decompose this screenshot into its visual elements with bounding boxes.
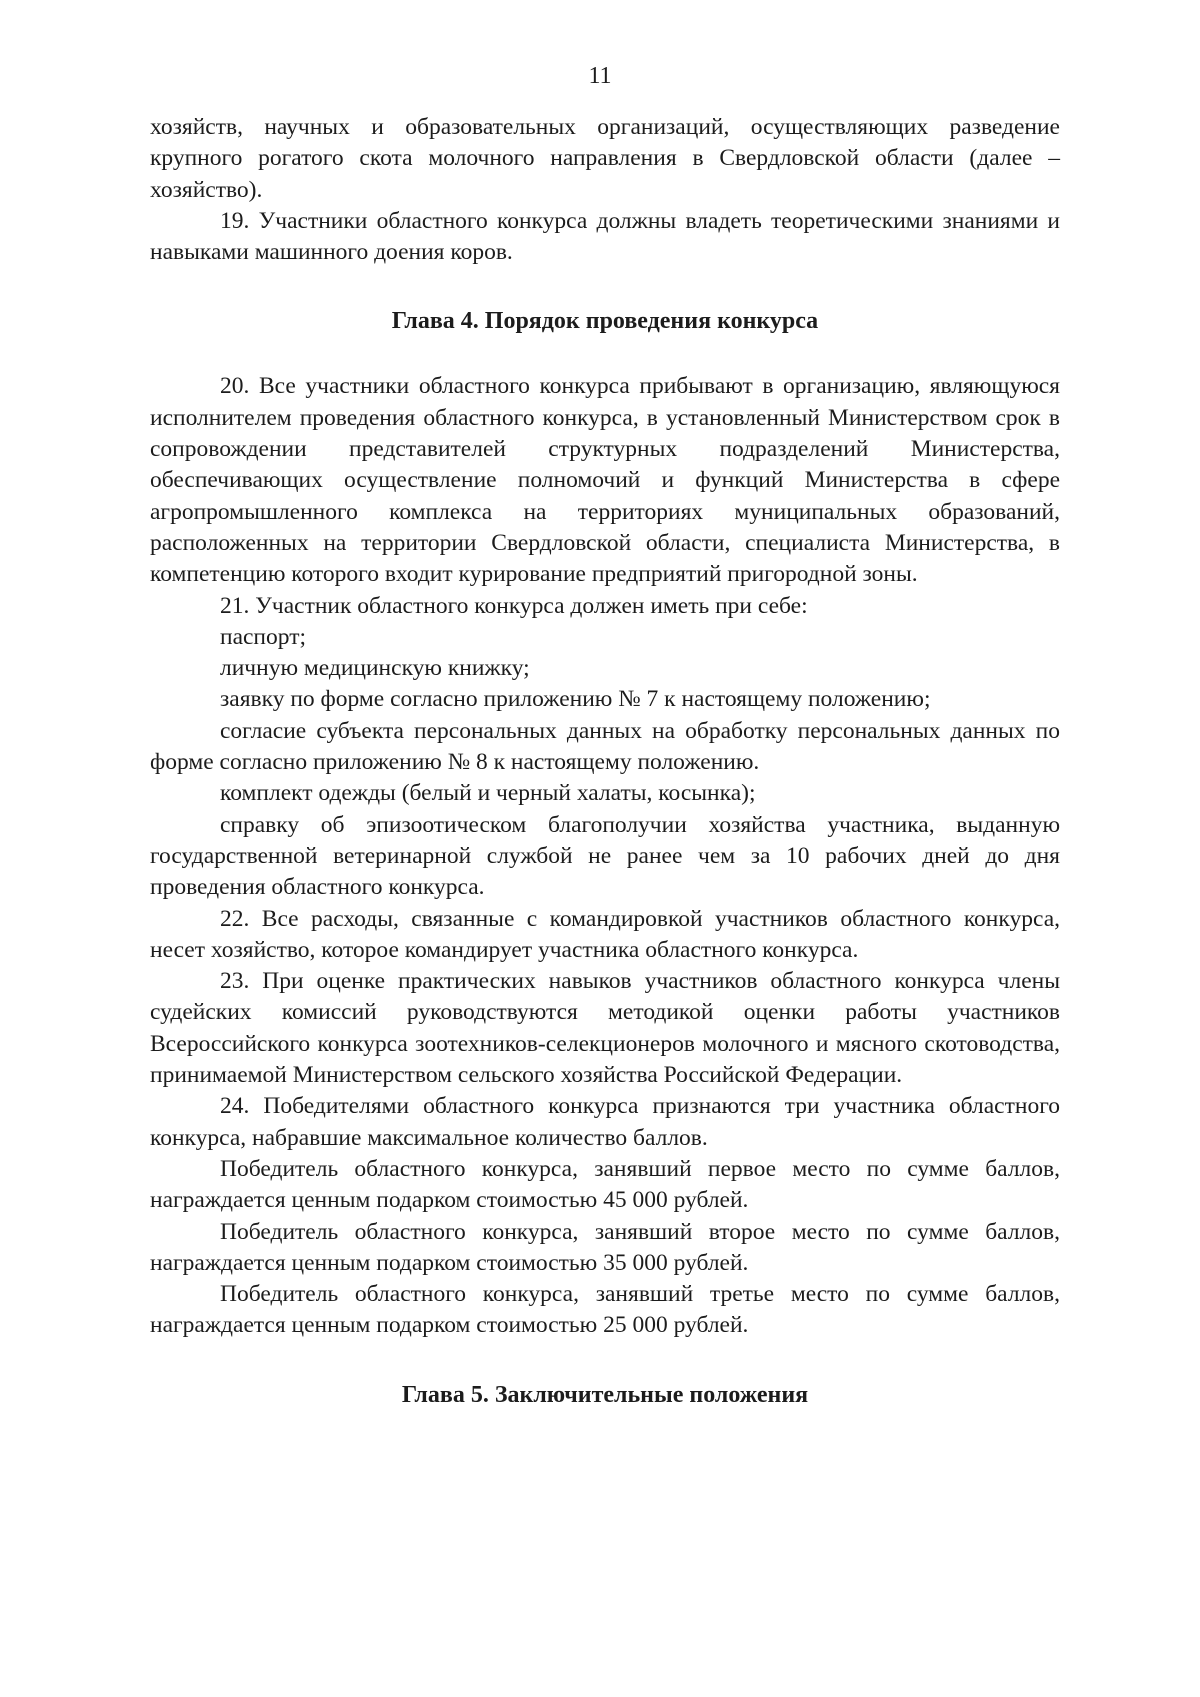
page-content [150,112,1060,1411]
list-item-medical-book: личную медицинскую книжку; [220,655,530,682]
spacer [150,268,1060,306]
paragraph-19: 19. Участники областного конкурса должны владеть теоретическими знаниями и навыками машинного доения коров. [150,207,1060,266]
chapter-4-heading: Глава 4. Порядок проведения конкурса [391,308,819,335]
paragraph-24: 24. Победителями областного конкурса признаются три участника областного конкурса, набравшие максимальное количество баллов. [150,1093,1060,1151]
paragraph-21: 21. Участник областного конкурса должен иметь при себе: [220,592,808,619]
paragraph-24-first-place: Победитель областного конкурса, занявший первое место по сумме баллов, награждается ценным подарком стоимостью 45 000 рублей. [150,1155,1060,1214]
paragraph-23: 23. При оценке практических навыков участников областного конкурса члены судейских комиссий руководствуются методикой оценки работы участников Всероссийского конкурса зоотехников-селекционеров молочного и мясного скотоводства, принимаемой Министерством сельского хозяйства Российской Федерации. [150,968,1060,1089]
paragraph-20: 20. Все участники областного конкурса прибывают в организацию, являющуюся исполнителем проведения областного конкурса, в установленный Министерством срок в сопровождении представителей структурных подразделений Министерства, обеспечивающих осуществление полномочий и функций Министерства в сфере агропромышленного комплекса на территориях муниципальных образований, расположенных на территории Свердловской области, специалиста Министерства, в компетенцию которого входит курирование предприятий пригородной зоны. [150,373,1060,588]
paragraph-24-third-place: Победитель областного конкурса, занявший третье место по сумме баллов, награждается ценным подарком стоимостью 25 000 рублей. [150,1281,1060,1339]
chapter-5-heading: Глава 5. Заключительные положения [401,1381,809,1408]
list-item-clothing: комплект одежды (белый и черный халаты, косынка); [220,780,756,807]
page-number: 11 [588,63,612,89]
list-item-vet-certificate: справку об эпизоотическом благополучии хозяйства участника, выданную государственной ветеринарной службой не ранее чем за 10 рабочих дней до дня проведения областного конкурса. [150,811,1060,901]
spacer [150,337,1060,371]
list-item-application: заявку по форме согласно приложению № 7 к настоящему положению; [220,686,931,713]
paragraph-22: 22. Все расходы, связанные с командировкой участников областного конкурса, несет хозяйство, которое командирует участника областного конкурса. [150,905,1060,963]
spacer [150,1342,1060,1380]
list-item-consent: согласие субъекта персональных данных на обработку персональных данных по форме согласно приложению № 8 к настоящему положению. [150,717,1060,776]
paragraph-intro: хозяйств, научных и образовательных организаций, осуществляющих разведение крупного рогатого скота молочного направления в Свердловской области (далее – хозяйство). [150,114,1060,203]
paragraph-24-second-place: Победитель областного конкурса, занявший второе место по сумме баллов, награждается ценным подарком стоимостью 35 000 рублей. [150,1218,1060,1276]
list-item-passport: паспорт; [220,623,307,650]
